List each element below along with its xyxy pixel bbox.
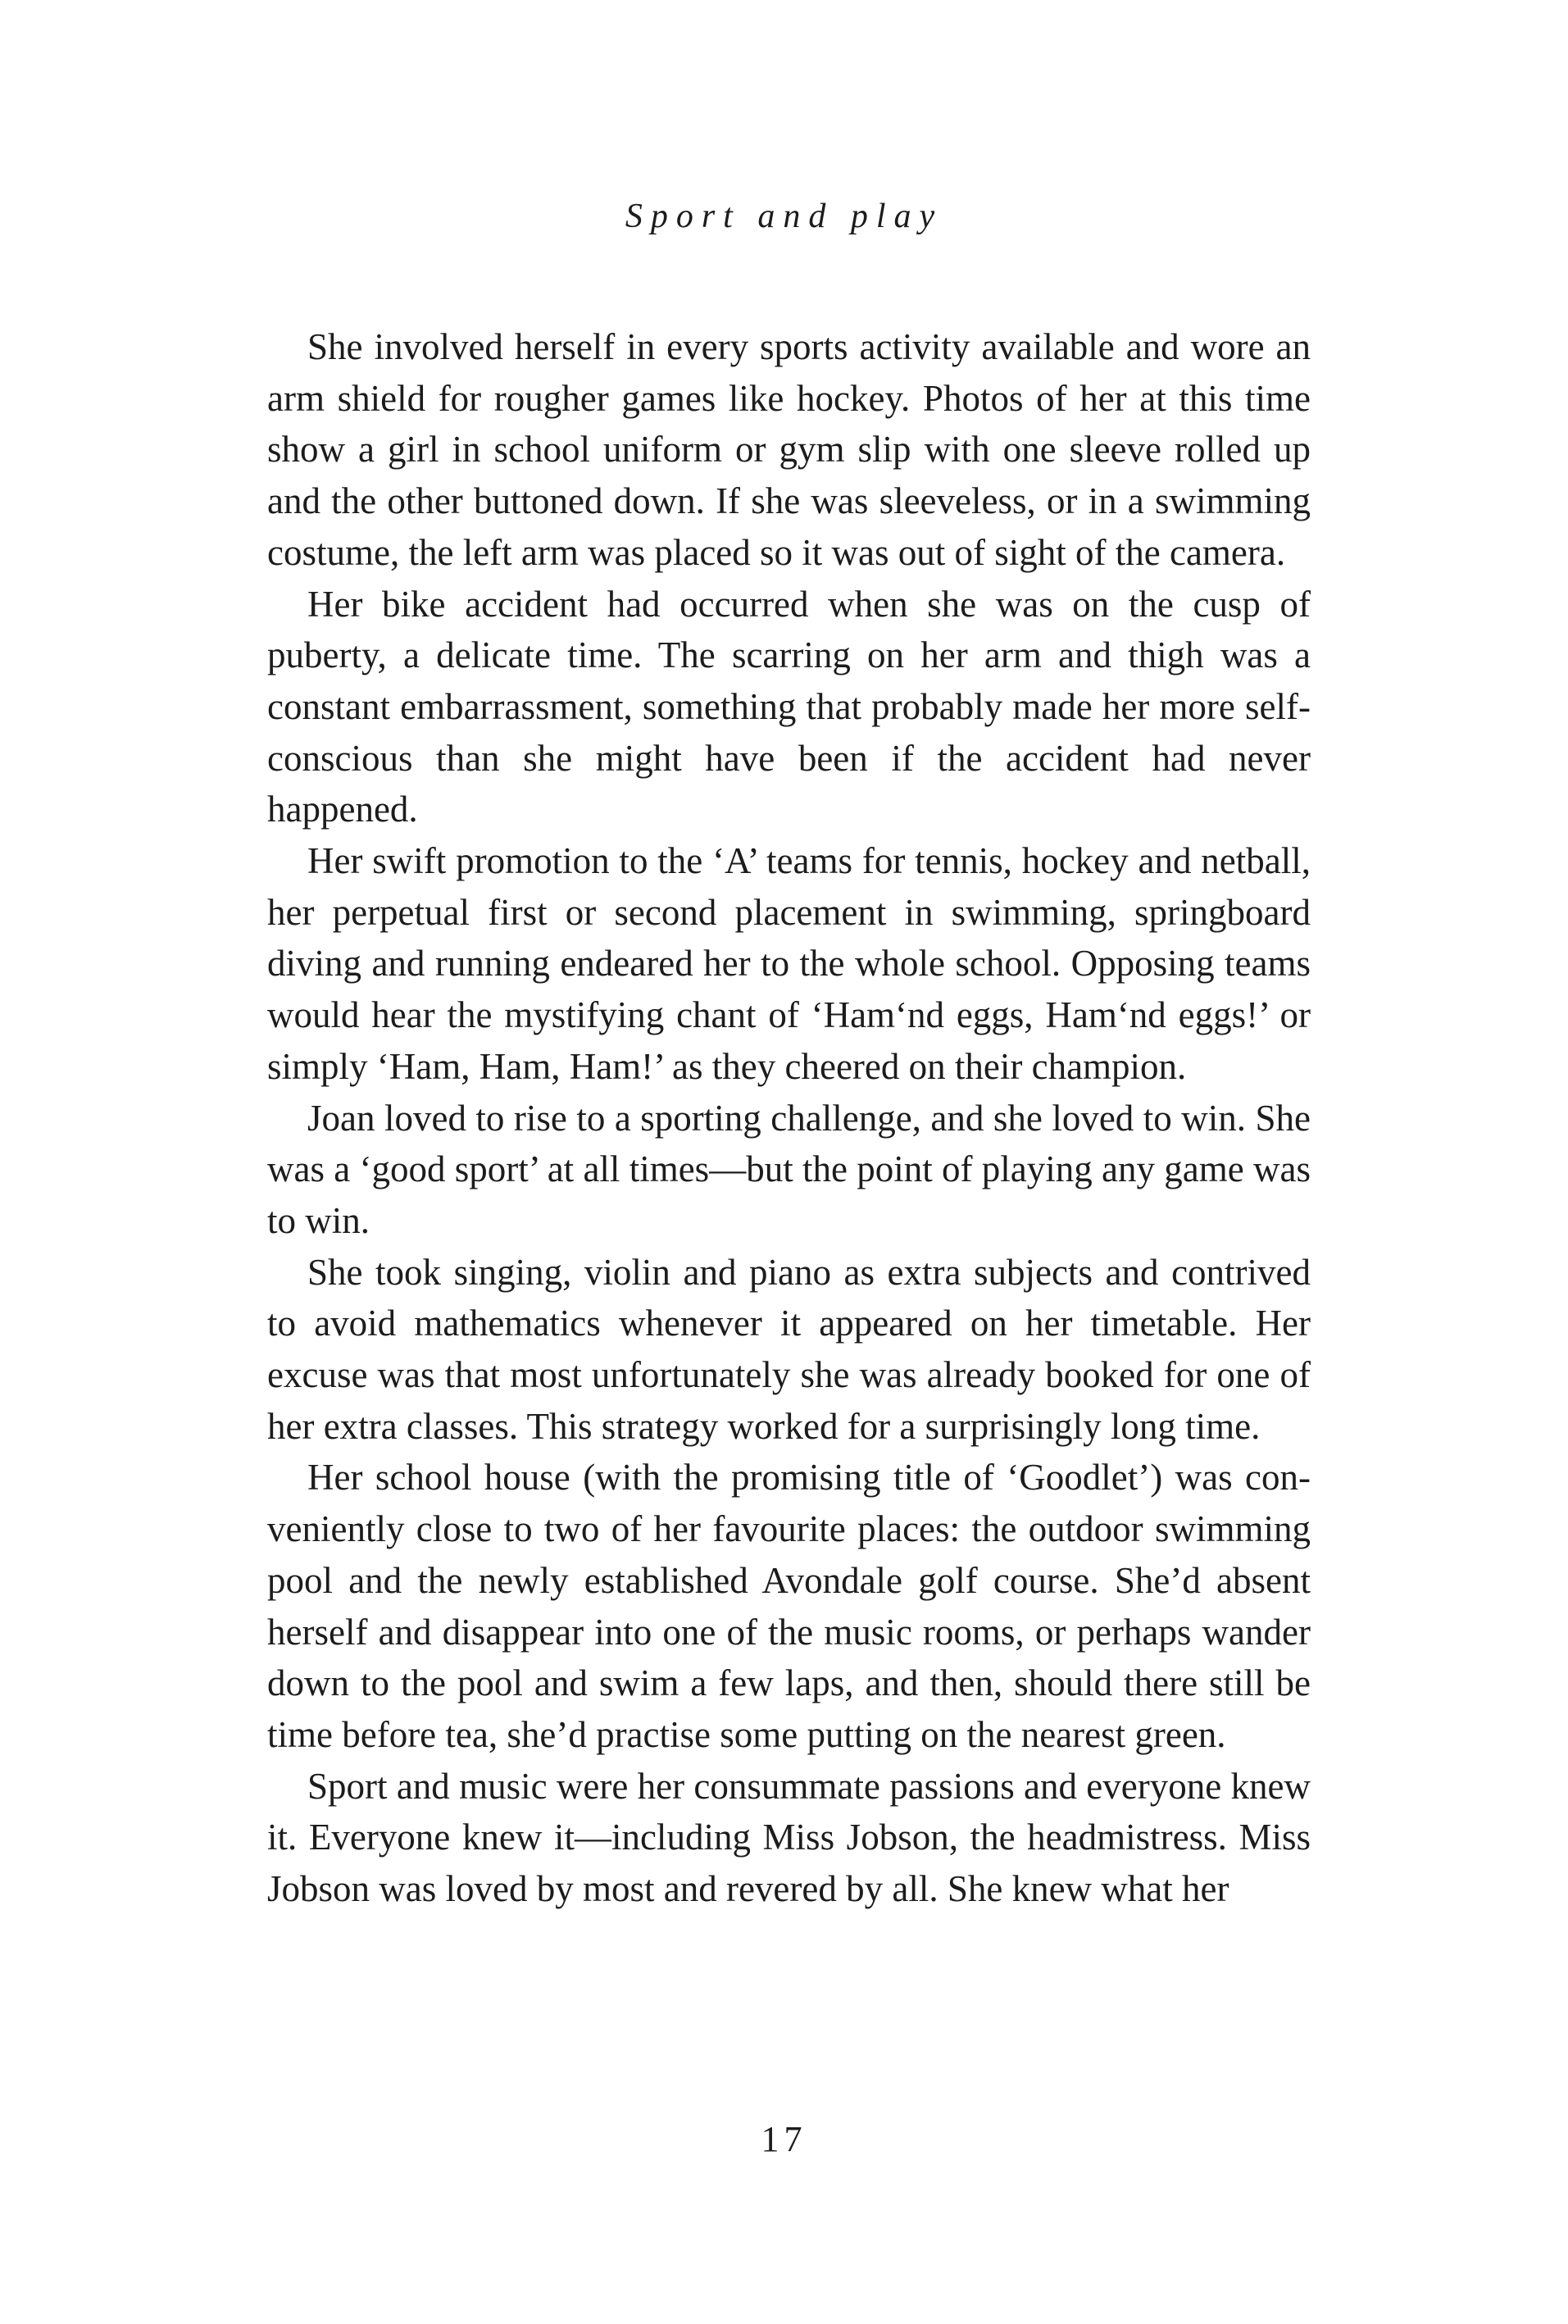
paragraph: Her swift promotion to the ‘A’ teams for tennis, hockey and netball, her perpetual first or second placement in swimming, springboard diving and running endeared her to the whole school. Opposing teams would hear the mystifying chant of ‘Ham‘nd eggs, Ham‘nd eggs!’ or simply ‘Ham, Ham, Ham!’ as they cheered on their champion.	[267, 840, 1311, 1087]
paragraph: Sport and music were her consummate passions and everyone knew it. Everyone knew it—including Miss Jobson, the headmistress. Miss Jobson was loved by most and revered by all. She knew what her	[267, 1765, 1311, 1910]
page-number: 17	[761, 2119, 807, 2159]
paragraph: She involved herself in every sports activity available and wore an arm shield for rougher games like hockey. Photos of her at this time show a girl in school uniform or gym slip with one sleeve rolled up and the other buttoned down. If she was sleeveless, or in a swimming costume, the left arm was placed so it was out of sight of the camera.	[267, 326, 1311, 573]
paragraph: Joan loved to rise to a sporting challenge, and she loved to win. She was a ‘good sport’ at all times—but the point of playing any game was to win.	[267, 1097, 1311, 1241]
paragraph: Her bike accident had occurred when she was on the cusp of puberty, a delicate time. The scarring on her arm and thigh was a constant embarrassment, something that probably made her more self-conscious than she might have been if the accident had never happened.	[267, 583, 1311, 830]
paragraph: Her school house (with the promising title of ‘Goodlet’) was conveniently close to two of her favourite places: the outdoor swimming pool and the newly established Avondale golf course. She’d absent herself and disappear into one of the music rooms, or perhaps wander down to the pool and swim a few laps, and then, should there still be time before tea, she’d practise some putting on the nearest green.	[267, 1457, 1311, 1755]
body-text	[267, 321, 1311, 1915]
running-head: Sport and play	[625, 198, 943, 235]
paragraph: She took singing, violin and piano as extra subjects and contrived to avoid mathematics whenever it appeared on her timetable. Her excuse was that most unfortunately she was already booked for one of her extra classes. This strategy worked for a surprisingly long time.	[267, 1251, 1311, 1447]
